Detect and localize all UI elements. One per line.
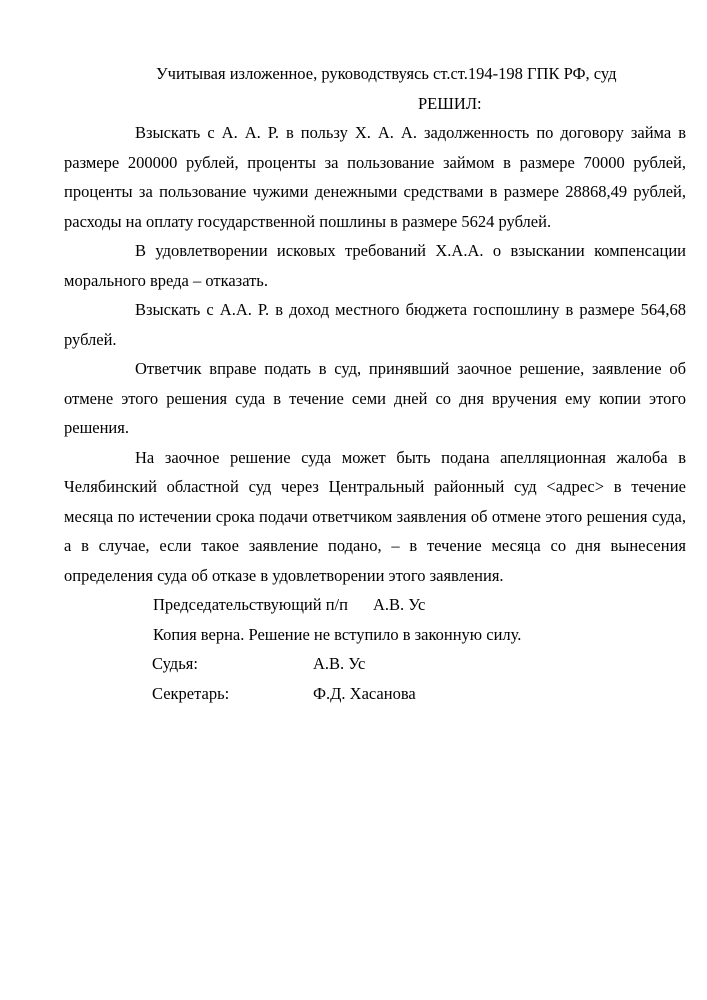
presiding-judge-label: Председательствующий п/п — [153, 595, 348, 614]
decision-paragraph-state-duty: Взыскать с А.А. Р. в доход местного бюджета госпошлину в размере 564,68 рублей. — [64, 300, 686, 349]
presiding-judge-line — [64, 590, 686, 620]
judge-name: А.В. Ус — [313, 654, 366, 673]
secretary-name: Ф.Д. Хасанова — [313, 683, 416, 703]
presiding-judge-name: А.В. Ус — [372, 595, 426, 614]
signature-row-secretary — [64, 679, 686, 709]
resolution-heading: РЕШИЛ: — [418, 93, 482, 113]
signature-row-judge — [64, 649, 686, 679]
preamble-line: Учитывая изложенное, руководствуясь ст.ст.194-198 ГПК РФ, суд — [156, 64, 617, 83]
decision-paragraph-defendant-rights: Ответчик вправе подать в суд, принявший заочное решение, заявление об отмене этого решения суда в течение семи дней со дня вручения ему копии этого решения. — [64, 359, 686, 437]
decision-paragraph-moral-damages: В удовлетворении исковых требований Х.А.А. о взыскании компенсации морального вреда – отказать. — [64, 241, 686, 290]
decision-paragraph-appeal: На заочное решение суда может быть подана апелляционная жалоба в Челябинский областной суд через Центральный районный суд <адрес> в течение месяца по истечении срока подачи ответчиком заявления об отмене этого решения суда, а в случае, если такое заявление подано, – в течение месяца со дня вынесения определения суда об отказе в удовлетворении этого заявления. — [64, 447, 686, 585]
secretary-label: Секретарь: — [152, 683, 230, 703]
copy-valid-note: Копия верна. Решение не вступило в законную силу. — [153, 624, 522, 644]
judge-label: Судья: — [152, 654, 198, 673]
decision-paragraph-recovery: Взыскать с А. А. Р. в пользу Х. А. А. задолженность по договору займа в размере 200000 рублей, проценты за пользование займом в размере 70000 рублей, проценты за пользование чужими денежными средствами в размере 28868,49 рублей, расходы на оплату государственной пошлины в размере 5624 рублей. — [64, 123, 686, 231]
document-text-block — [64, 59, 686, 708]
